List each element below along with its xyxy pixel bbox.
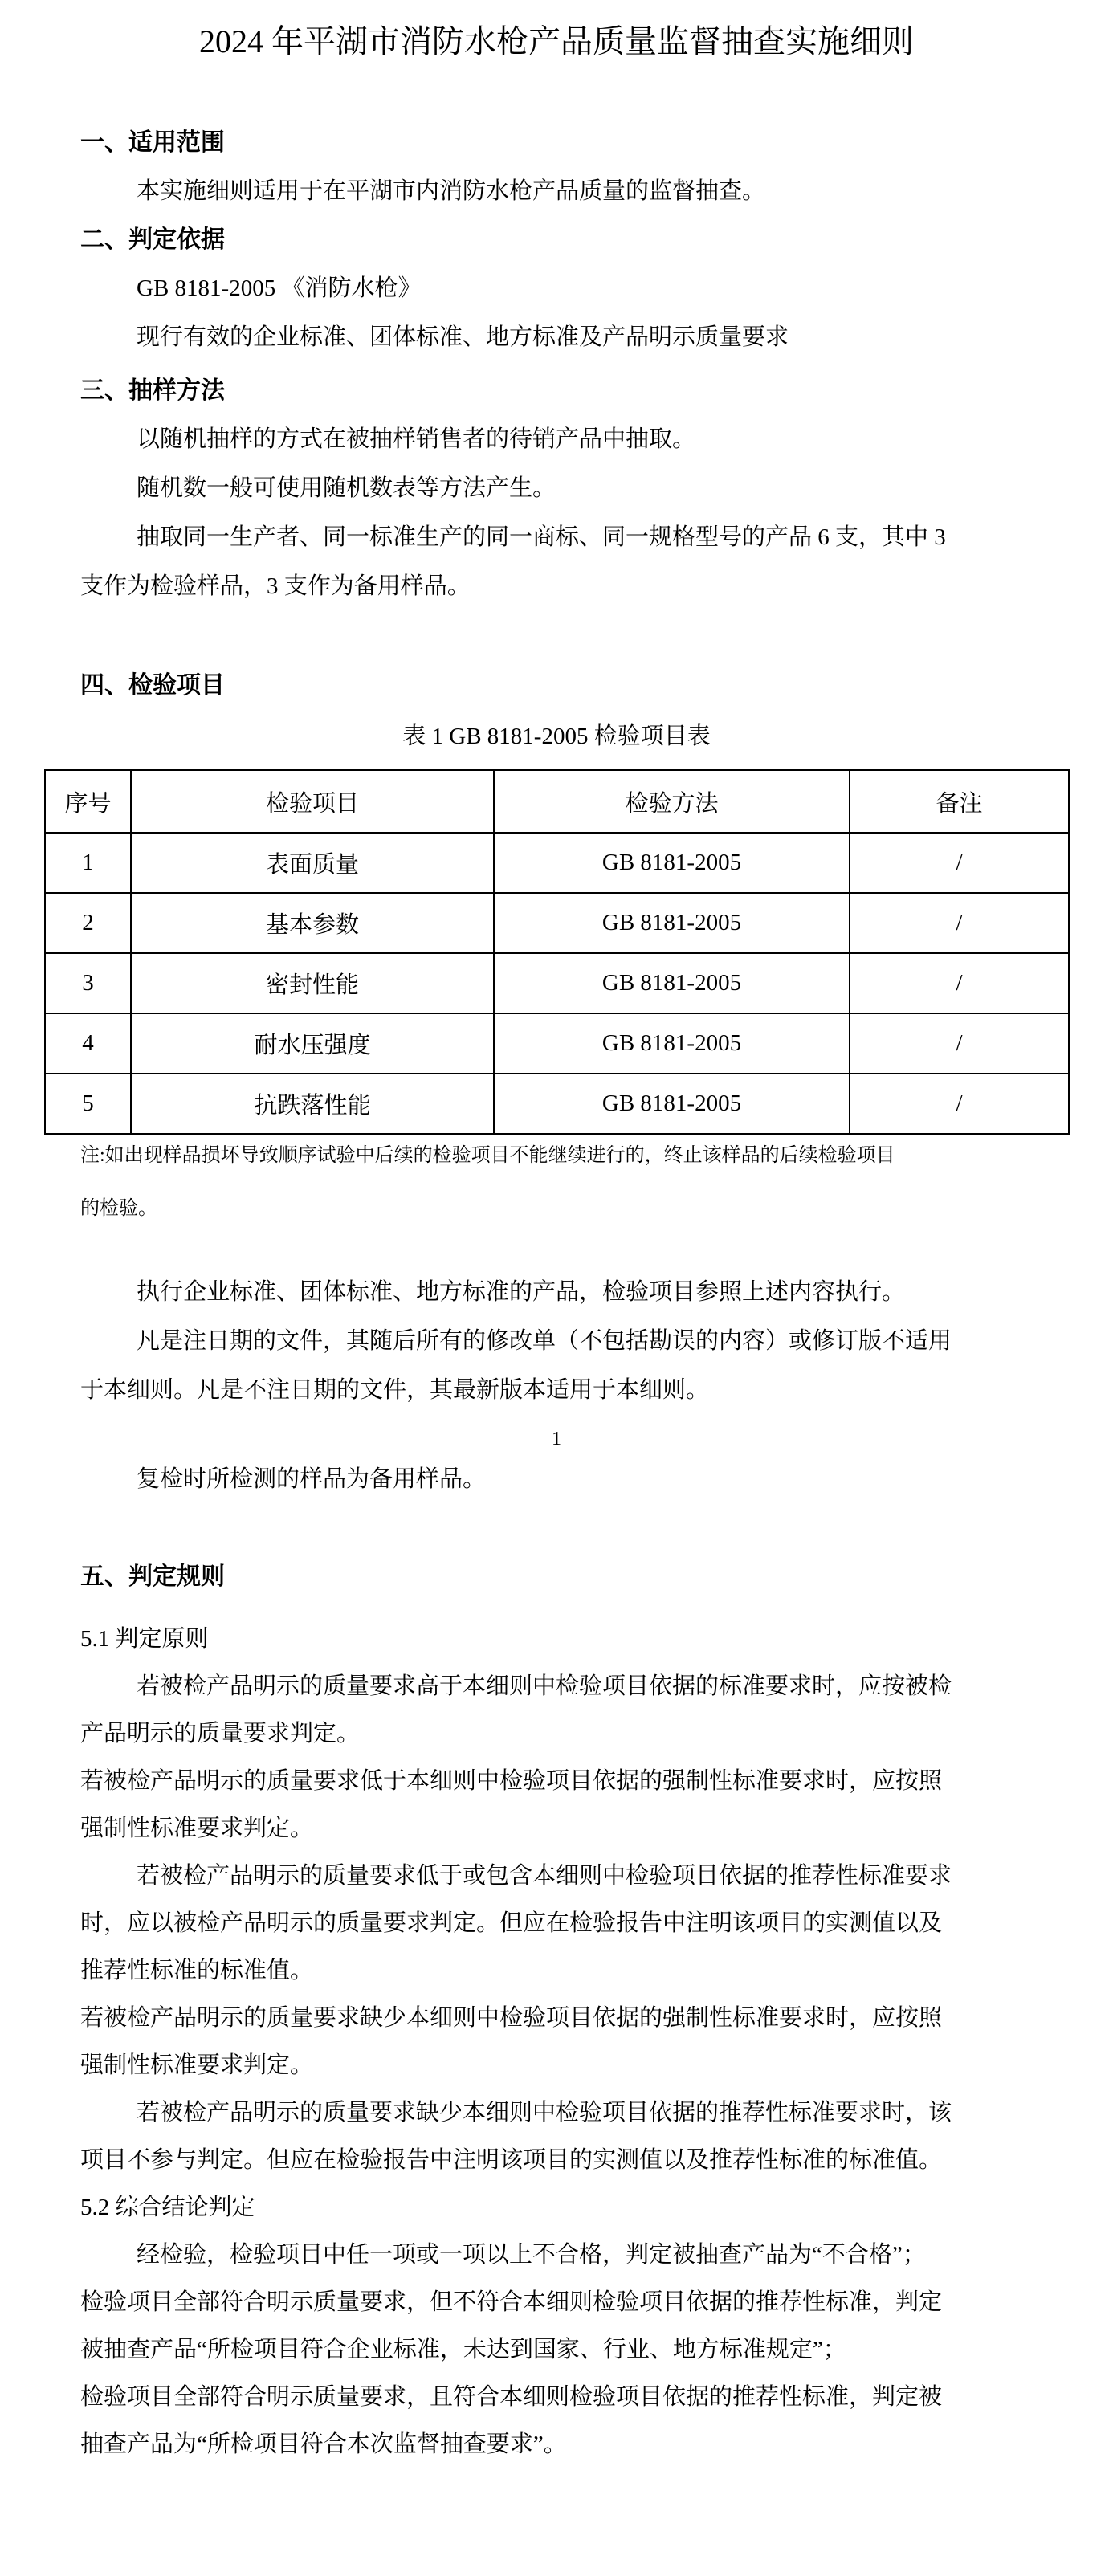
- table-row: [45, 893, 1069, 953]
- table-row: [45, 953, 1069, 1013]
- paragraph-conclusion-line4: 检验项目全部符合明示质量要求，且符合本细则检验项目依据的推荐性标准，判定被: [80, 2384, 943, 2410]
- cell-remark: /: [850, 1013, 1069, 1074]
- cell-method: GB 8181-2005: [494, 953, 850, 1013]
- cell-item: 抗跌落性能: [131, 1074, 494, 1134]
- paragraph-sampling-1: 以随机抽样的方式在被抽样销售者的待销产品中抽取。: [137, 426, 696, 452]
- paragraph-rule4-line1: 若被检产品明示的质量要求缺少本细则中检验项目依据的强制性标准要求时，应按照: [80, 2005, 943, 2031]
- table-row: [45, 833, 1069, 893]
- cell-no: 5: [45, 1074, 131, 1134]
- paragraph-basis-standard: GB 8181-2005 《消防水枪》: [137, 275, 422, 301]
- paragraph-sampling-3-line1: 抽取同一生产者、同一标准生产的同一商标、同一规格型号的产品 6 支，其中 3: [137, 524, 946, 550]
- paragraph-conclusion-line3: 被抽查产品“所检项目符合企业标准，未达到国家、行业、地方标准规定”；: [80, 2337, 846, 2362]
- cell-item: 表面质量: [131, 833, 494, 893]
- table-note-line2: 的检验。: [80, 1198, 157, 1219]
- paragraph-rule5-line2: 项目不参与判定。但应在检验报告中注明该项目的实测值以及推荐性标准的标准值。: [80, 2147, 943, 2173]
- paragraph-dated-docs-line1: 凡是注日期的文件，其随后所有的修改单（不包括勘误的内容）或修订版不适用: [137, 1328, 952, 1354]
- cell-no: 4: [45, 1013, 131, 1074]
- cell-item: 耐水压强度: [131, 1013, 494, 1074]
- cell-method: GB 8181-2005: [494, 1074, 850, 1134]
- section-heading-rules: 五、判定规则: [80, 1563, 225, 1590]
- cell-remark: /: [850, 1074, 1069, 1134]
- document-page: [0, 13, 1113, 2541]
- table-header-method: 检验方法: [494, 770, 850, 833]
- section-heading-sampling: 三、抽样方法: [80, 377, 225, 404]
- paragraph-items-exec: 执行企业标准、团体标准、地方标准的产品，检验项目参照上述内容执行。: [137, 1279, 906, 1305]
- section-heading-items: 四、检验项目: [80, 672, 225, 699]
- cell-method: GB 8181-2005: [494, 893, 850, 953]
- paragraph-rule3-line3: 推荐性标准的标准值。: [80, 1958, 314, 1983]
- cell-item: 基本参数: [131, 893, 494, 953]
- paragraph-conclusion-line2: 检验项目全部符合明示质量要求，但不符合本细则检验项目依据的推荐性标准，判定: [80, 2289, 943, 2315]
- paragraph-rule2-line1: 若被检产品明示的质量要求低于本细则中检验项目依据的强制性标准要求时，应按照: [80, 1768, 943, 1794]
- paragraph-basis-other: 现行有效的企业标准、团体标准、地方标准及产品明示质量要求: [137, 324, 789, 350]
- paragraph-recheck: 复检时所检测的样品为备用样品。: [137, 1466, 487, 1492]
- table-note-line1: 注:如出现样品损坏导致顺序试验中后续的检验项目不能继续进行的，终止该样品的后续检验项目: [80, 1145, 895, 1166]
- inspection-table-container: [44, 769, 1033, 1135]
- cell-remark: /: [850, 833, 1069, 893]
- subheading-5-1: 5.1 判定原则: [80, 1626, 209, 1652]
- paragraph-rule2-line2: 强制性标准要求判定。: [80, 1816, 314, 1841]
- table-row: [45, 1074, 1069, 1134]
- subheading-5-2: 5.2 综合结论判定: [80, 2195, 255, 2220]
- paragraph-rule3-line2: 时，应以被检产品明示的质量要求判定。但应在检验报告中注明该项目的实测值以及: [80, 1910, 943, 1936]
- cell-method: GB 8181-2005: [494, 1013, 850, 1074]
- page-number: 1: [552, 1429, 561, 1449]
- paragraph-rule4-line2: 强制性标准要求判定。: [80, 2052, 314, 2078]
- table-header-no: 序号: [45, 770, 131, 833]
- cell-remark: /: [850, 893, 1069, 953]
- section-heading-scope: 一、适用范围: [80, 129, 225, 156]
- cell-no: 1: [45, 833, 131, 893]
- section-heading-basis: 二、判定依据: [80, 226, 225, 253]
- paragraph-conclusion-line1: 经检验，检验项目中任一项或一项以上不合格，判定被抽查产品为“不合格”；: [137, 2242, 926, 2268]
- cell-item: 密封性能: [131, 953, 494, 1013]
- paragraph-dated-docs-line2: 于本细则。凡是不注日期的文件，其最新版本适用于本细则。: [80, 1377, 710, 1403]
- cell-remark: /: [850, 953, 1069, 1013]
- table-caption: 表 1 GB 8181-2005 检验项目表: [402, 723, 711, 749]
- paragraph-rule5-line1: 若被检产品明示的质量要求缺少本细则中检验项目依据的推荐性标准要求时，该: [137, 2100, 952, 2126]
- table-row: [45, 1013, 1069, 1074]
- paragraph-scope: 本实施细则适用于在平湖市内消防水枪产品质量的监督抽查。: [137, 178, 766, 204]
- document-title: 2024 年平湖市消防水枪产品质量监督抽查实施细则: [199, 23, 914, 59]
- paragraph-rule3-line1: 若被检产品明示的质量要求低于或包含本细则中检验项目依据的推荐性标准要求: [137, 1863, 952, 1889]
- table-header-row: [45, 770, 1069, 833]
- paragraph-sampling-2: 随机数一般可使用随机数表等方法产生。: [137, 475, 556, 501]
- paragraph-rule1-line2: 产品明示的质量要求判定。: [80, 1721, 361, 1747]
- table-header-remark: 备注: [850, 770, 1069, 833]
- cell-no: 2: [45, 893, 131, 953]
- table-header-item: 检验项目: [131, 770, 494, 833]
- paragraph-rule1-line1: 若被检产品明示的质量要求高于本细则中检验项目依据的标准要求时，应按被检: [137, 1673, 952, 1699]
- inspection-table: [44, 769, 1070, 1135]
- paragraph-conclusion-line5: 抽查产品为“所检项目符合本次监督抽查要求”。: [80, 2431, 567, 2457]
- cell-no: 3: [45, 953, 131, 1013]
- paragraph-sampling-3-line2: 支作为检验样品，3 支作为备用样品。: [80, 573, 471, 599]
- cell-method: GB 8181-2005: [494, 833, 850, 893]
